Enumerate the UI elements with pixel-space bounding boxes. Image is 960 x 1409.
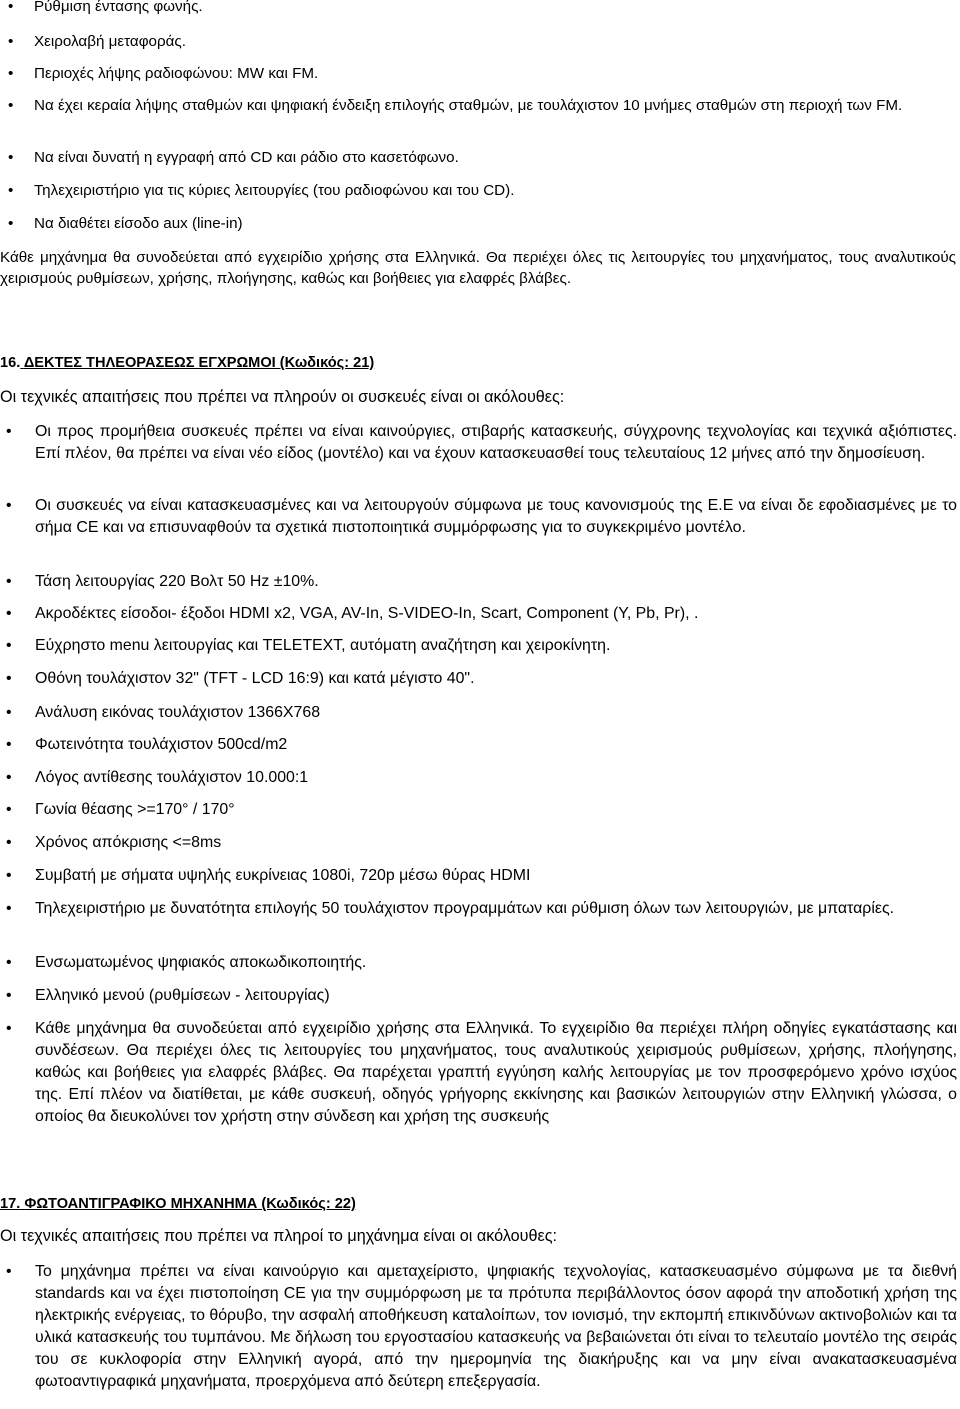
- section-16-heading: [0, 353, 374, 373]
- bullet-icon: •: [6, 769, 12, 786]
- list-item-text: Συμβατή με σήματα υψηλής ευκρίνειας 1080i, 720p μέσω θύρας HDMI: [35, 867, 531, 884]
- list-item-text: Κάθε μηχάνημα θα συνοδεύεται από εγχειρίδιο χρήσης στα Ελληνικά. Το εγχειρίδιο θα περιέχει πλήρη οδηγίες εγκατάστασης και συνδέσεων. Θα περιέχει όλες τις λειτουργίες του μηχανήματος, τους αναλυτικούς χειρισμούς ρυθμίσεων, χρήσης, πλοήγησης, καθώς και βοήθειες για ελαφρές βλάβες. Θα παρέχεται γραπτή εγγύηση καλής λειτουργίας με τον προσφερόμενο χρόνο ισχύος της. Επί πλέον να διατίθεται, με κάθε συσκευή, οδηγός γρήγορης εκκίνησης και βασικών λειτουργιών στην Ελληνική γλώσσα, ο οποίος θα διευκολύνει τον χρήστη στην σύνδεση και χρήση της συσκευής: [35, 1020, 957, 1125]
- bullet-icon: •: [8, 97, 14, 114]
- list-item-text: Χρόνος απόκρισης <=8ms: [35, 834, 222, 851]
- list-item: [0, 421, 957, 465]
- list-item-text: Οθόνη τουλάχιστον 32" (TFT - LCD 16:9) και κατά μέγιστο 40".: [35, 670, 475, 687]
- bullet-icon: •: [6, 987, 12, 1004]
- section-number: 16.: [0, 355, 21, 371]
- list-item-text: Να είναι δυνατή η εγγραφή από CD και ράδιο στο κασετόφωνο.: [34, 149, 459, 166]
- list-item-text: Ενσωματωμένος ψηφιακός αποκωδικοποιητής.: [35, 954, 367, 971]
- bullet-icon: •: [6, 1263, 12, 1280]
- list-item: [0, 767, 957, 789]
- list-item: [0, 0, 956, 17]
- bullet-icon: •: [6, 834, 12, 851]
- list-item: [0, 95, 956, 116]
- bullet-icon: •: [6, 867, 12, 884]
- bullet-icon: •: [6, 900, 12, 917]
- list-item: [0, 213, 956, 234]
- bullet-icon: •: [8, 33, 14, 50]
- section-title: ΦΩΤΟΑΝΤΙΓΡΑΦΙΚΟ ΜΗΧΑΝΗΜΑ (Κωδικός: 22): [24, 1196, 356, 1212]
- bullet-icon: •: [6, 801, 12, 818]
- list-item-text: Χειρολαβή μεταφοράς.: [34, 33, 186, 50]
- list-item: [0, 31, 956, 52]
- list-item-text: Τηλεχειριστήριο για τις κύριες λειτουργίες (του ραδιοφώνου και του CD).: [34, 182, 515, 199]
- bullet-icon: •: [8, 182, 14, 199]
- bullet-icon: •: [6, 704, 12, 721]
- list-item-text: Ελληνικό μενού (ρυθμίσεων - λειτουργίας): [35, 987, 330, 1004]
- bullet-icon: •: [8, 215, 14, 232]
- bullet-icon: •: [8, 0, 14, 15]
- section-17-intro: Οι τεχνικές απαιτήσεις που πρέπει να πληροί το μηχάνημα είναι οι ακόλουθες:: [0, 1227, 558, 1245]
- list-item: [0, 702, 957, 724]
- list-item: [0, 147, 956, 168]
- bullet-icon: •: [8, 65, 14, 82]
- list-item-text: Γωνία θέασης >=170° / 170°: [35, 801, 235, 818]
- list-item: [0, 1261, 957, 1393]
- list-item: [0, 734, 957, 756]
- list-item: [0, 832, 957, 854]
- list-item-text: Λόγος αντίθεσης τουλάχιστον 10.000:1: [35, 769, 309, 786]
- list-item-text: Τάση λειτουργίας 220 Βολτ 50 Hz ±10%.: [35, 573, 319, 590]
- list-item-text: Ρύθμιση έντασης φωνής.: [34, 0, 203, 15]
- list-item-text: Φωτεινότητα τουλάχιστον 500cd/m2: [35, 736, 288, 753]
- list-item: [0, 952, 957, 974]
- list-item: [0, 571, 957, 593]
- list-item: [0, 1018, 957, 1128]
- list-item: [0, 898, 957, 920]
- list-item: [0, 668, 957, 690]
- list-item-text: Οι προς προμήθεια συσκευές πρέπει να είναι καινούργιες, στιβαρής κατασκευής, σύγχρονης τεχνολογίας και τεχνικά αξιόπιστες. Επί πλέον, θα πρέπει να είναι νέο είδος (μοντέλο) και να έχουν κατασκευασθεί τους τελευταίους 12 μήνες από την δημοσίευση.: [35, 423, 957, 462]
- bullet-icon: •: [6, 736, 12, 753]
- list-item-text: Ακροδέκτες είσοδοι- έξοδοι HDMI x2, VGA, AV-In, S-VIDEO-In, Scart, Component (Y, Pb, Pr), .: [35, 605, 699, 622]
- section-16-intro: Οι τεχνικές απαιτήσεις που πρέπει να πληρούν οι συσκευές είναι οι ακόλουθες:: [0, 388, 565, 406]
- bullet-icon: •: [6, 1020, 12, 1037]
- list-item: [0, 180, 956, 201]
- section-number: 17.: [0, 1196, 21, 1212]
- list-item: [0, 635, 957, 657]
- list-item: [0, 495, 957, 539]
- list-item-text: Περιοχές λήψης ραδιοφώνου: MW και FM.: [34, 65, 319, 82]
- list-item: [0, 799, 957, 821]
- list-item-text: Να διαθέτει είσοδο aux (line-in): [34, 215, 243, 232]
- section-17-heading: [0, 1194, 356, 1214]
- bullet-icon: •: [8, 149, 14, 166]
- bullet-icon: •: [6, 573, 12, 590]
- bullet-icon: •: [6, 497, 12, 514]
- list-item: [0, 603, 957, 625]
- list-item-text: Τηλεχειριστήριο με δυνατότητα επιλογής 50 τουλάχιστον προγραμμάτων και ρύθμιση όλων των λειτουργιών, με μπαταρίες.: [35, 900, 895, 917]
- bullet-icon: •: [6, 637, 12, 654]
- bullet-icon: •: [6, 954, 12, 971]
- list-item: [0, 63, 956, 84]
- list-item: [0, 865, 957, 887]
- bullet-icon: •: [6, 605, 12, 622]
- list-item-text: Εύχρηστο menu λειτουργίας και TELETEXT, αυτόματη αναζήτηση και χειροκίνητη.: [35, 637, 611, 654]
- manual-paragraph: Κάθε μηχάνημα θα συνοδεύεται από εγχειρίδιο χρήσης στα Ελληνικά. Θα περιέχει όλες τις λειτουργίες του μηχανήματος, τους αναλυτικούς χειρισμούς ρυθμίσεων, χρήσης, πλοήγησης, καθώς και βοήθειες για ελαφρές βλάβες.: [0, 249, 956, 287]
- bullet-icon: •: [6, 670, 12, 687]
- section-title: ΔΕΚΤΕΣ ΤΗΛΕΟΡΑΣΕΩΣ ΕΓΧΡΩΜΟΙ (Κωδικός: 21): [23, 355, 375, 371]
- bullet-icon: •: [6, 423, 12, 440]
- list-item-text: Ανάλυση εικόνας τουλάχιστον 1366X768: [35, 704, 321, 721]
- list-item-text: Το μηχάνημα πρέπει να είναι καινούργιο και αμεταχείριστο, ψηφιακής τεχνολογίας, κατασκευασμένο σύμφωνα με τα διεθνή standards και να έχει πιστοποίηση CE για την συμμόρφωση με τα πρότυπα περιβάλλοντος όσον αφορά την αποδοτική χρήση της ηλεκτρικής ενέργειας, το θόρυβο, την ασφαλή αποθήκευση καταλοίπων, τον ιονισμό, την εκπομπή επικινδύνων ακτινοβολιών και τα υλικά κατασκευής του τυμπάνου. Με δήλωση του εργοστασίου κατασκευής να βεβαιώνεται ότι είναι το τελευταίο μοντέλο της σειράς του σε κυκλοφορία στην Ελληνική αγορά, από την ημερομηνία της διακήρυξης και να μην είναι ανακατασκευασμένα φωτοαντιγραφικά μηχανήματα, προερχόμενα από δεύτερη επεξεργασία.: [35, 1263, 957, 1390]
- list-item-text: Οι συσκευές να είναι κατασκευασμένες και να λειτουργούν σύμφωνα με τους κανονισμούς της Ε.Ε να είναι δε εφοδιασμένες με το σήμα CE και να επισυναφθούν τα σχετικά πιστοποιητικά συμμόρφωσης για το συγκεκριμένο μοντέλο.: [35, 497, 957, 536]
- list-item: [0, 985, 957, 1007]
- list-item-text: Να έχει κεραία λήψης σταθμών και ψηφιακή ένδειξη επιλογής σταθμών, με τουλάχιστον 10 μνήμες σταθμών στη περιοχή των FM.: [34, 97, 903, 114]
